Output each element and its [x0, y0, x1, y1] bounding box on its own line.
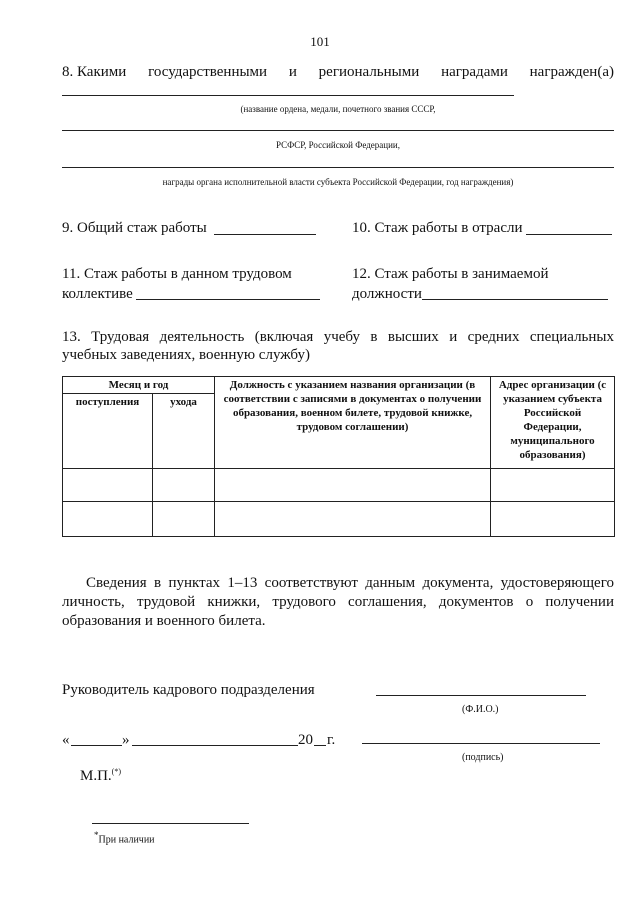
col-month-year: Месяц и год: [63, 377, 215, 394]
q8-hint-2: РСФСР, Российской Федерации,: [276, 140, 400, 150]
q8-fill-line-1[interactable]: [62, 95, 514, 96]
q8-word: региональными: [318, 64, 420, 80]
footnote: [94, 830, 155, 845]
work-history-table: [62, 376, 615, 537]
q13-line2: учебных заведениях, военную службу): [62, 347, 310, 363]
q10-fill-line[interactable]: [526, 234, 612, 235]
footnote-mark: *: [94, 830, 99, 840]
statement-line2: личность, трудовой книжки, трудового соглашения, документов о получении: [62, 594, 614, 610]
q12-line2: должности: [352, 286, 422, 302]
table-cell[interactable]: [63, 469, 153, 502]
q9-label: 9. Общий стаж работы: [62, 220, 207, 236]
statement-line3: образования и военного билета.: [62, 613, 266, 629]
q8-line: [62, 62, 614, 82]
page-number: 101: [310, 34, 330, 49]
table-row: [63, 469, 615, 502]
q8-hint-1: (название ордена, медали, почетного звания СССР,: [240, 104, 436, 114]
date-month-line[interactable]: [132, 745, 298, 746]
q8-fill-line-3[interactable]: [62, 167, 614, 168]
q12-fill-line[interactable]: [422, 299, 608, 300]
q8-word: и: [288, 64, 297, 80]
table-cell[interactable]: [491, 502, 615, 537]
table-cell[interactable]: [215, 502, 491, 537]
stamp-text: М.П.: [80, 768, 112, 784]
col-position: Должность с указанием названия организации (в соответствии с записями в документах о получении образования, военном билете, трудовой книжке, трудовом соглашении): [215, 377, 491, 469]
q10-label: 10. Стаж работы в отрасли: [352, 220, 523, 236]
q11-fill-line[interactable]: [136, 299, 320, 300]
col-end: ухода: [153, 394, 215, 469]
table-cell[interactable]: [63, 502, 153, 537]
date-open-quote: «: [62, 732, 70, 748]
signature-line[interactable]: [362, 743, 600, 744]
q8-word: наградами: [441, 64, 508, 80]
statement-line1: Сведения в пунктах 1–13 соответствуют данным документа, удостоверяющего: [86, 575, 614, 591]
col-start: поступления: [63, 394, 153, 469]
year-prefix: 20: [298, 732, 313, 748]
footnote-text: При наличии: [98, 834, 155, 846]
table-cell[interactable]: [153, 469, 215, 502]
table-cell[interactable]: [215, 469, 491, 502]
hr-head-label: Руководитель кадрового подразделения: [62, 682, 315, 698]
date-close-quote: »: [122, 732, 130, 748]
q8-word: государственными: [148, 64, 268, 80]
stamp-mark: (*): [111, 767, 121, 776]
q8-word: награжден(а): [529, 64, 614, 80]
q8-hint-3: награды органа исполнительной власти субъекта Российской Федерации, год награждения): [162, 177, 514, 187]
q12-line1: 12. Стаж работы в занимаемой: [352, 266, 549, 282]
date-day-line[interactable]: [71, 745, 122, 746]
fio-hint: (Ф.И.О.): [462, 704, 499, 715]
footnote-separator: [92, 823, 249, 824]
q8-fill-line-2[interactable]: [62, 130, 614, 131]
q11-line2: коллективе: [62, 286, 133, 302]
q8-word: 8. Какими: [62, 64, 127, 80]
signature-hint: (подпись): [462, 752, 504, 763]
stamp-label: [80, 762, 121, 786]
table-cell[interactable]: [491, 469, 615, 502]
q9-fill-line[interactable]: [214, 234, 316, 235]
year-suffix: г.: [327, 732, 336, 748]
q13-line1: 13. Трудовая деятельность (включая учебу в высших и средних специальных: [62, 329, 614, 345]
table-row: [63, 502, 615, 537]
col-address: Адрес организации (с указанием субъекта Российской Федерации, муниципального образования): [491, 377, 615, 469]
fio-line[interactable]: [376, 695, 586, 696]
year-line[interactable]: [314, 745, 326, 746]
table-cell[interactable]: [153, 502, 215, 537]
q11-line1: 11. Стаж работы в данном трудовом: [62, 266, 292, 282]
